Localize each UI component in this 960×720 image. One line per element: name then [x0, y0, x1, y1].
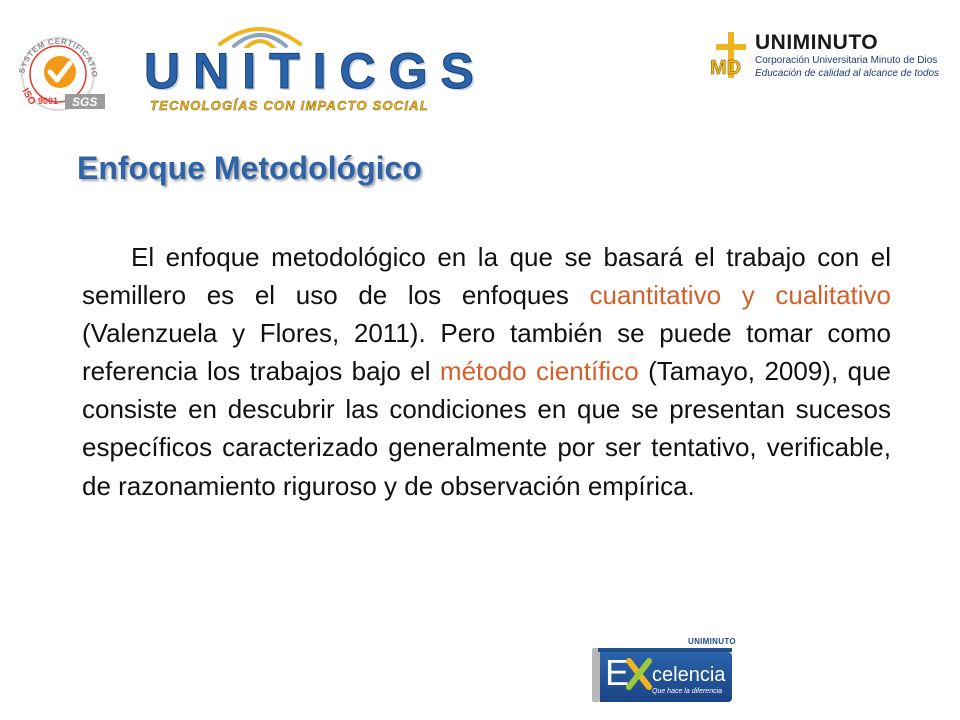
body-text-part-2: (Valenzuela y Flores, 2011). Pero también se puede tomar como referencia los trabajos bajo el: [82, 318, 891, 387]
excelencia-slogan: Que hace la diferencia: [652, 688, 723, 695]
body-text-part-1: El enfoque metodológico en la que se basará el trabajo con el semillero es el uso de los enfoques: [82, 242, 891, 311]
slide-body-paragraph: [82, 238, 891, 505]
excelencia-x-icon: [626, 658, 652, 690]
uniticgs-wordmark: UNITICGS: [144, 43, 487, 99]
svg-text:SYSTEM CERTIFICATION: SYSTEM CERTIFICATIO: [17, 36, 100, 78]
svg-text:SGS: SGS: [72, 95, 98, 109]
uniminuto-md-icon: [708, 30, 752, 80]
excelencia-logo: [592, 628, 736, 708]
uniticgs-logo: [142, 18, 487, 113]
uniminuto-logo: [708, 30, 944, 88]
excelencia-uniminuto-label: UNIMINUTO: [688, 637, 736, 646]
excelencia-side-bar: [592, 648, 600, 702]
body-text-part-3: (Tamayo, 2009), que consiste en descubrir las condiciones en que se presentan sucesos específicos caracterizado generalmente por ser tentativo, verificable, de razonamiento riguroso y de observación empírica.: [82, 356, 891, 501]
highlight-cuantitativo-cualitativo: cuantitativo y cualitativo: [589, 280, 891, 311]
uniminuto-slogan: Educación de calidad al alcance de todos: [755, 68, 940, 79]
svg-text:MD: MD: [710, 57, 742, 79]
excelencia-letter-e: E: [605, 652, 630, 693]
uniminuto-subtitle: Corporación Universitaria Minuto de Dios: [755, 55, 938, 66]
svg-text:9001: 9001: [38, 96, 59, 106]
uniticgs-tagline: TECNOLOGÍAS CON IMPACTO SOCIAL: [150, 98, 429, 113]
slide-title: Enfoque Metodológico: [77, 150, 422, 186]
sgs-seal-icon: [10, 30, 110, 112]
sgs-certification-logo: [10, 30, 110, 112]
svg-text:ISO: ISO: [19, 86, 38, 107]
excelencia-word: celencia: [652, 664, 726, 686]
uniminuto-name: UNIMINUTO: [755, 31, 879, 54]
highlight-metodo-cientifico: método científico: [439, 356, 639, 387]
